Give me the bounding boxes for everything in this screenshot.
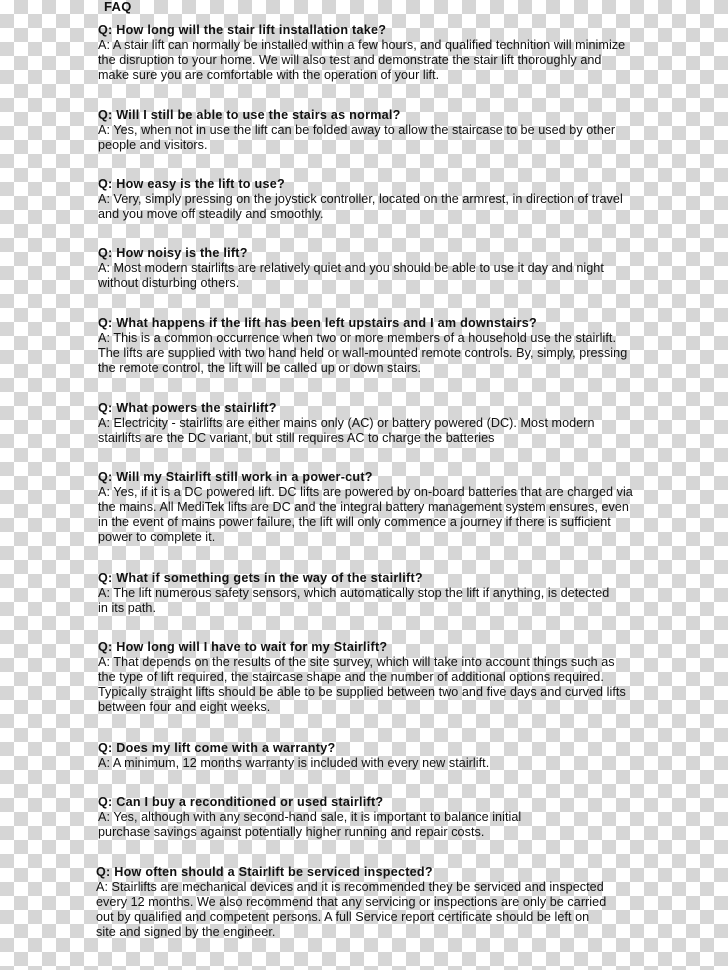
faq-answer: A: Stairlifts are mechanical devices and it is recommended they be serviced and inspected every 12 months. We also recommend that any servicing or inspections are only be carried out by qualified and competent persons. A full Service report certificate should be left on site and signed by the engineer. xyxy=(96,880,607,939)
faq-item-installation xyxy=(98,23,632,83)
faq-answer: A: Most modern stairlifts are relatively quiet and you should be able to use it day and night without disturbing others. xyxy=(98,261,604,290)
faq-answer: A: The lift numerous safety sensors, which automatically stop the lift if anything, is detected in its path. xyxy=(98,586,610,615)
faq-item-used-stairlift xyxy=(98,795,568,840)
faq-answer: A: Yes, if it is a DC powered lift. DC lifts are powered by on-board batteries that are charged via the mains. All MediTek lifts are DC and the integral battery management system ensures, even in the event of mains power failure, the lift will only commence a journey if there is sufficient power to complete it. xyxy=(98,485,633,544)
faq-item-left-upstairs xyxy=(98,316,632,376)
faq-question: Q: What powers the stairlift? xyxy=(98,401,277,415)
faq-question: Q: How noisy is the lift? xyxy=(98,246,248,260)
faq-question: Q: What happens if the lift has been left upstairs and I am downstairs? xyxy=(98,316,537,330)
faq-answer: A: Electricity - stairlifts are either mains only (AC) or battery powered (DC). Most modern stairlifts are the DC variant, but still requires AC to charge the batteries xyxy=(98,416,595,445)
faq-answer: A: A minimum, 12 months warranty is included with every new stairlift. xyxy=(98,756,490,770)
faq-question: Q: Will my Stairlift still work in a power-cut? xyxy=(98,470,373,484)
faq-question: Q: Will I still be able to use the stairs as normal? xyxy=(98,108,401,122)
faq-question: Q: Can I buy a reconditioned or used stairlift? xyxy=(98,795,384,809)
faq-item-warranty xyxy=(98,741,638,771)
faq-question: Q: How long will the stair lift installation take? xyxy=(98,23,387,37)
faq-item-use-stairs xyxy=(98,108,628,153)
faq-answer: A: A stair lift can normally be installed within a few hours, and qualified technition will minimize the disruption to your home. We will also test and demonstrate the stair lift thoroughly and make sure you are comfortable with the operation of your lift. xyxy=(98,38,626,82)
faq-question: Q: How often should a Stairlift be serviced inspected? xyxy=(96,865,433,879)
faq-question: Q: Does my lift come with a warranty? xyxy=(98,741,336,755)
faq-answer: A: Very, simply pressing on the joystick controller, located on the armrest, in direction of travel and you move off steadily and smoothly. xyxy=(98,192,623,221)
faq-answer: A: Yes, when not in use the lift can be folded away to allow the staircase to be used by other people and visitors. xyxy=(98,123,616,152)
faq-answer: A: This is a common occurrence when two or more members of a household use the stairlift. The lifts are supplied with two hand held or wall-mounted remote controls. By, simply, pressing the remote control, the lift will be called up or down stairs. xyxy=(98,331,628,375)
faq-question: Q: What if something gets in the way of the stairlift? xyxy=(98,571,423,585)
faq-item-wait-time xyxy=(98,640,628,715)
faq-item-power-cut xyxy=(98,470,634,545)
faq-question: Q: How long will I have to wait for my Stairlift? xyxy=(98,640,388,654)
faq-question: Q: How easy is the lift to use? xyxy=(98,177,285,191)
faq-item-ease-of-use xyxy=(98,177,636,222)
page-title: FAQ xyxy=(104,0,132,14)
faq-answer: A: That depends on the results of the site survey, which will take into account things such as the type of lift required, the staircase shape and the number of additional options required. Typically straight lifts should be able to be supplied between two and five days and curved lifts between four and eight weeks. xyxy=(98,655,626,714)
faq-answer: A: Yes, although with any second-hand sale, it is important to balance initial purchase savings against potentially higher running and repair costs. xyxy=(98,810,522,839)
faq-item-servicing xyxy=(96,865,608,940)
faq-item-noise xyxy=(98,246,634,291)
faq-item-power-source xyxy=(98,401,608,446)
faq-item-obstruction xyxy=(98,571,618,616)
